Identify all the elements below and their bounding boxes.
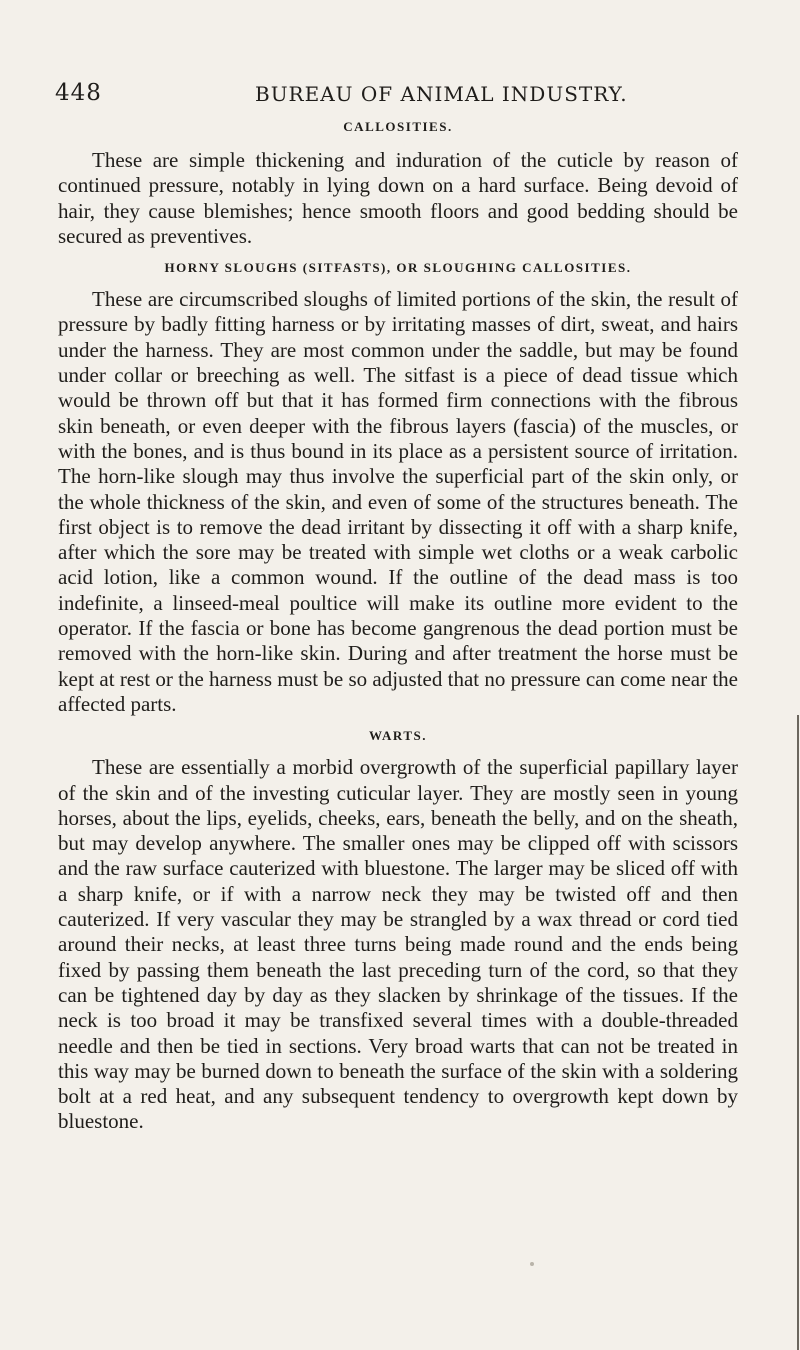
paragraph-callosities: These are simple thickening and induration of the cuticle by reason of continued pressure, notably in lying down on a hard surface. Being devoid of hair, they cause blemishes; hence smooth floors and good bedding should be secured as preventives. [58, 148, 738, 248]
scan-smudge [530, 1262, 534, 1266]
page-number: 448 [55, 80, 102, 106]
paragraph-horny-sloughs: These are circumscribed sloughs of limited portions of the skin, the result of pressure by badly fitting harness or by irritating masses of dirt, sweat, and hairs under the harness. They are most common under the saddle, but may be found under collar or breeching as well. The sitfast is a piece of dead tissue which would be thrown off but that it has formed firm connections with the fibrous skin beneath, or even deeper with the fibrous layers (fascia) of the muscles, or with the bones, and is thus bound in its place as a persistent source of irritation. The horn-like slough may thus involve the superficial part of the skin only, or the whole thickness of the skin, and even of some of the structures beneath. The first object is to remove the dead irritant by dissecting it off with a sharp knife, after which the sore may be treated with simple wet cloths or a weak carbolic acid lotion, like a common wound. If the outline of the dead mass is too indefinite, a linseed-meal poultice will make its outline more evident to the operator. If the fascia or bone has become gangrenous the dead portion must be removed with the horn-like skin. During and after treatment the horse must be kept at rest or the harness must be so adjusted that no pressure can come near the affected parts. [58, 287, 738, 716]
section-heading-horny-sloughs: HORNY SLOUGHS (SITFASTS), OR SLOUGHING CALLOSITIES. [164, 260, 632, 276]
scan-margin-line [797, 715, 799, 1350]
running-title: BUREAU OF ANIMAL INDUSTRY. [255, 82, 628, 106]
running-head [55, 80, 735, 110]
page-content [58, 118, 738, 1135]
paragraph-warts: These are essentially a morbid overgrowth of the superficial papillary layer of the skin and of the investing cuticular layer. They are mostly seen in young horses, about the lips, eyelids, cheeks, ears, beneath the belly, and on the sheath, but may develop anywhere. The smaller ones may be clipped off with scissors and the raw surface cauterized with bluestone. The larger may be sliced off with a sharp knife, or if with a narrow neck they may be twisted off and then cauterized. If very vascular they may be strangled by a wax thread or cord tied around their necks, at least three turns being made round and the ends being fixed by passing them beneath the last preceding turn of the cord, so that they can be tightened day by day as they slacken by shrinkage of the tissues. If the neck is too broad it may be transfixed several times with a double-threaded needle and then be tied in sections. Very broad warts that can not be treated in this way may be burned down to beneath the surface of the skin with a soldering bolt at a red heat, and any subsequent tendency to overgrowth kept down by bluestone. [58, 755, 738, 1134]
section-heading-callosities: CALLOSITIES. [343, 119, 453, 134]
section-heading-warts: WARTS. [368, 728, 428, 744]
